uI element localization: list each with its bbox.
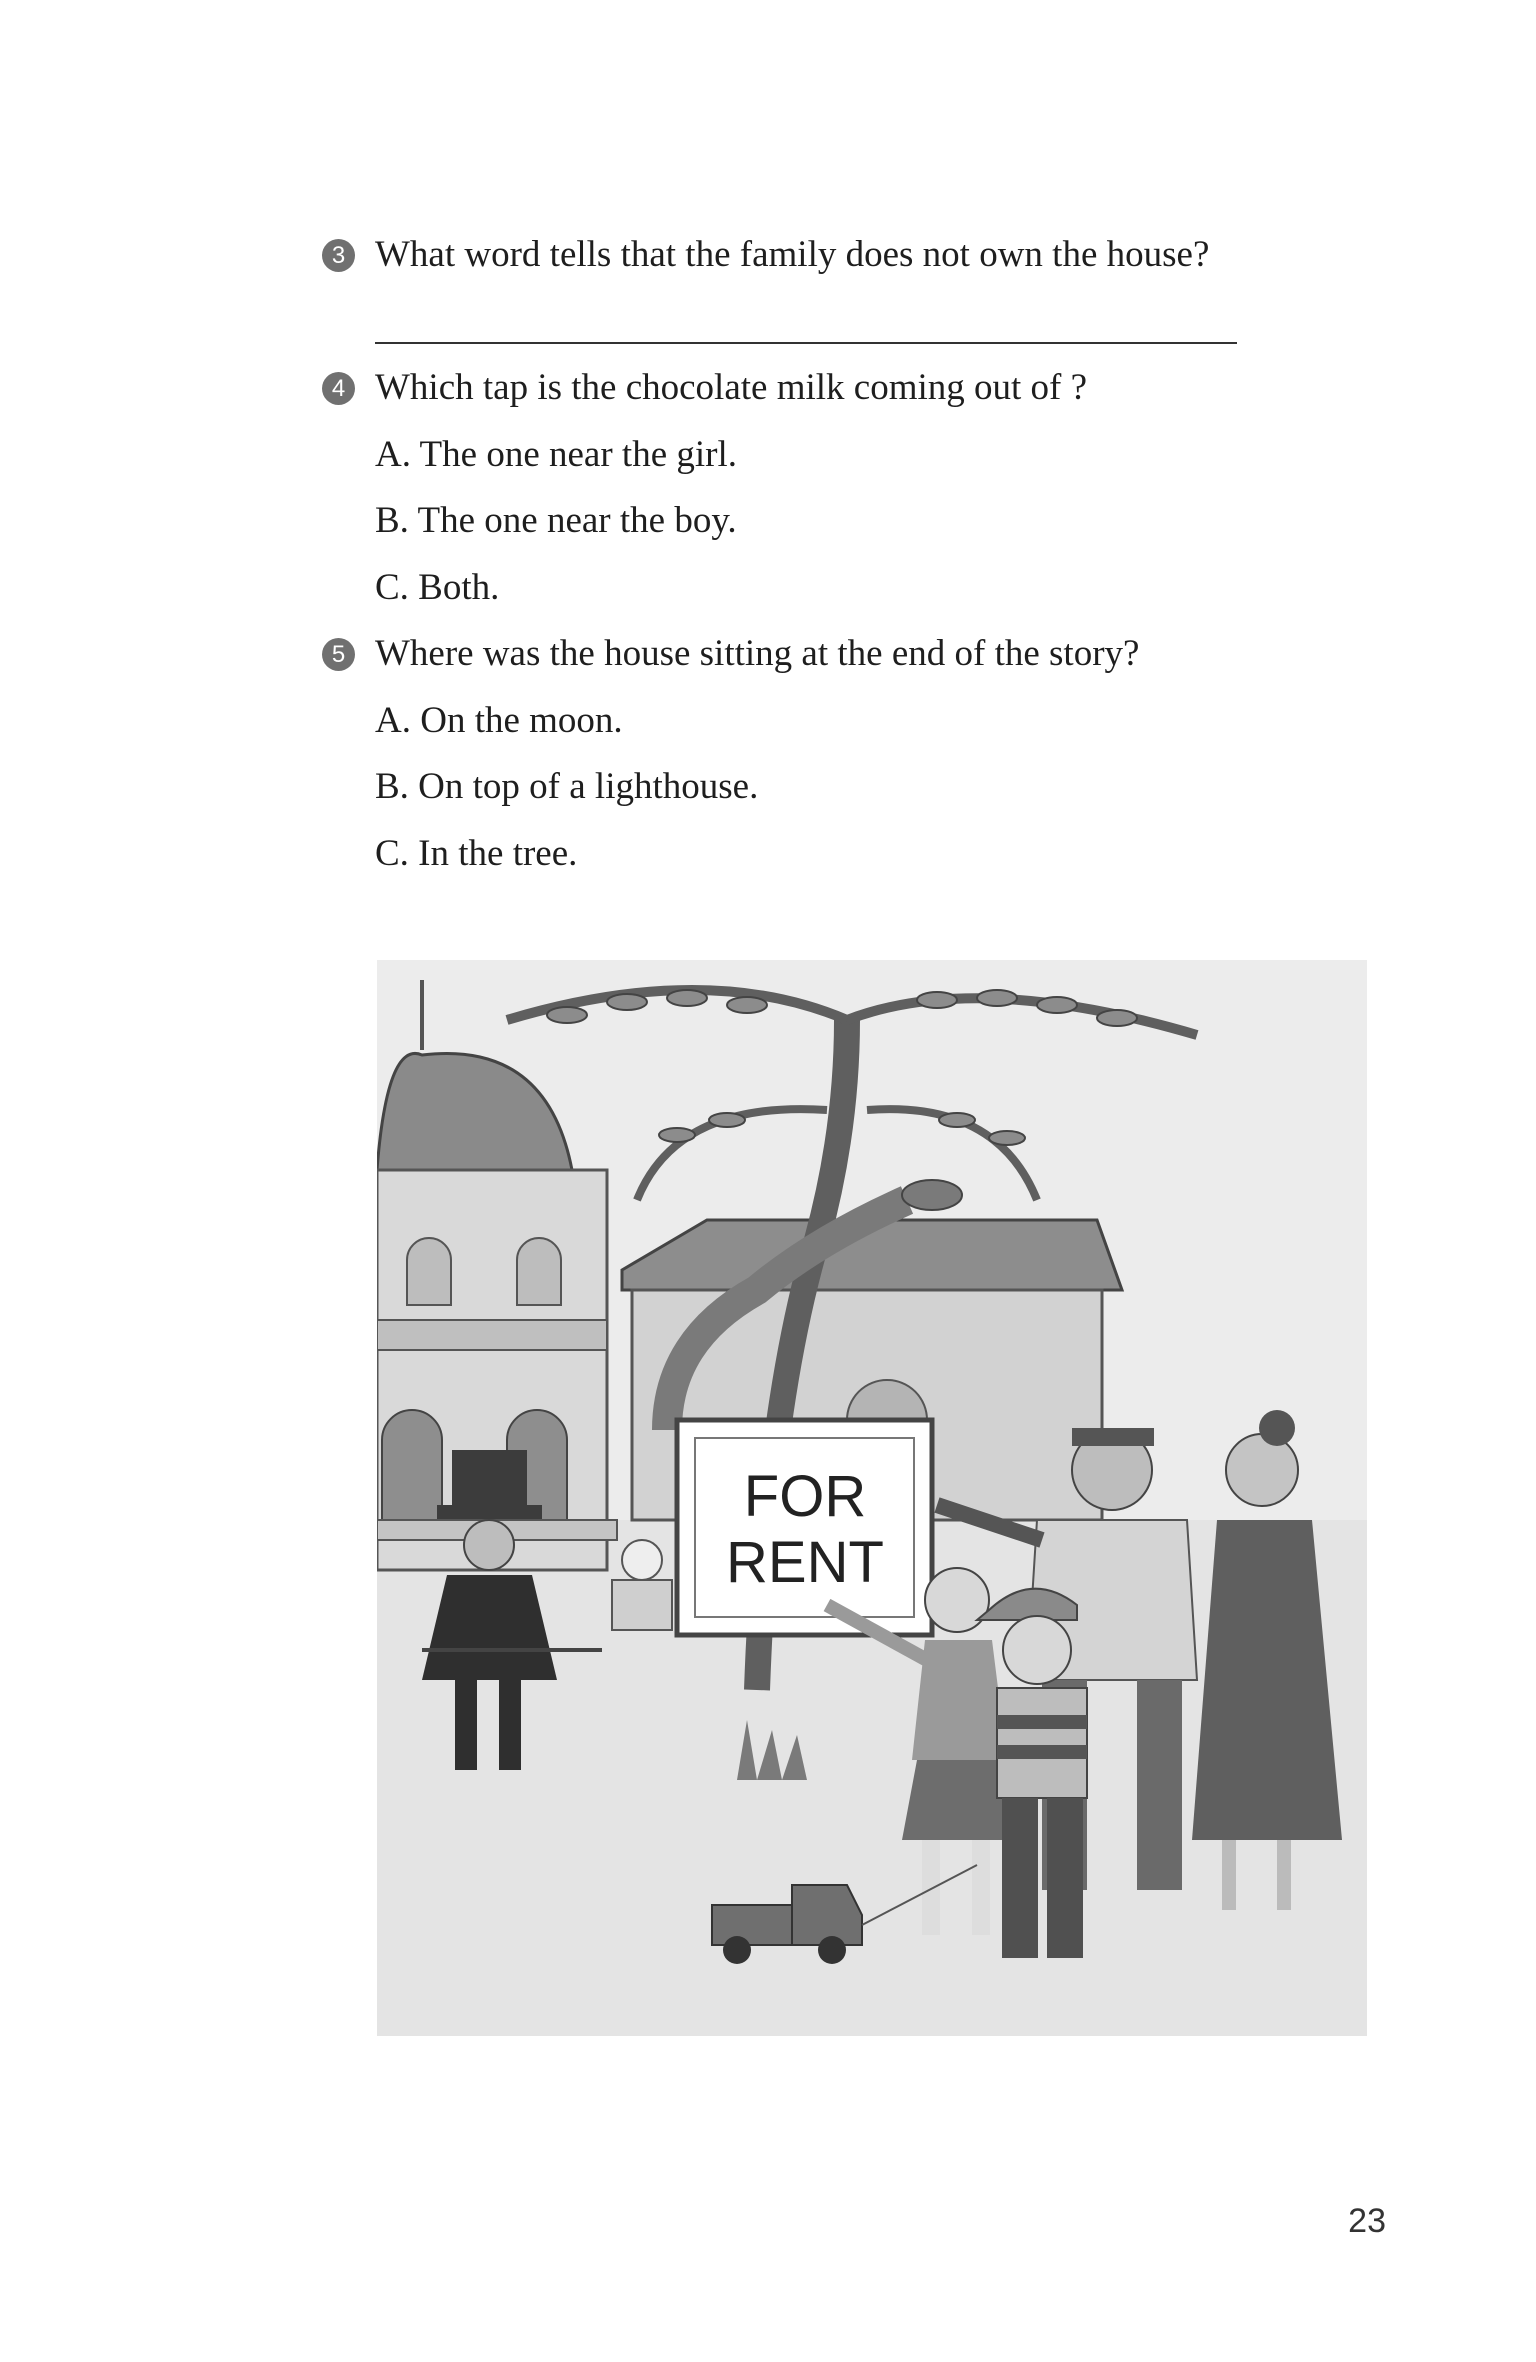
- option-a[interactable]: A. The one near the girl.: [375, 434, 737, 475]
- sign-text-for: FOR: [743, 1464, 867, 1529]
- question-number-badge: 5: [322, 638, 355, 671]
- question-text: What word tells that the family does not own the house?: [375, 234, 1210, 275]
- question-4: [322, 363, 1322, 413]
- question-number-badge: 4: [322, 372, 355, 405]
- answer-blank-line[interactable]: [375, 342, 1237, 344]
- option-b[interactable]: B. The one near the boy.: [375, 500, 737, 541]
- question-text: Where was the house sitting at the end of the story?: [375, 633, 1140, 674]
- page-number: 23: [1348, 2202, 1386, 2240]
- option-c[interactable]: C. In the tree.: [375, 833, 578, 874]
- option-b[interactable]: B. On top of a lighthouse.: [375, 766, 759, 807]
- option-a[interactable]: A. On the moon.: [375, 700, 623, 741]
- sign-text-rent: RENT: [726, 1530, 884, 1595]
- question-3: [322, 230, 1322, 280]
- question-number-badge: 3: [322, 239, 355, 272]
- story-illustration: [377, 960, 1367, 2036]
- question-5: [322, 629, 1322, 679]
- question-text: Which tap is the chocolate milk coming out of ?: [375, 367, 1088, 408]
- option-c[interactable]: C. Both.: [375, 567, 500, 608]
- for-rent-sign: [677, 1420, 932, 1635]
